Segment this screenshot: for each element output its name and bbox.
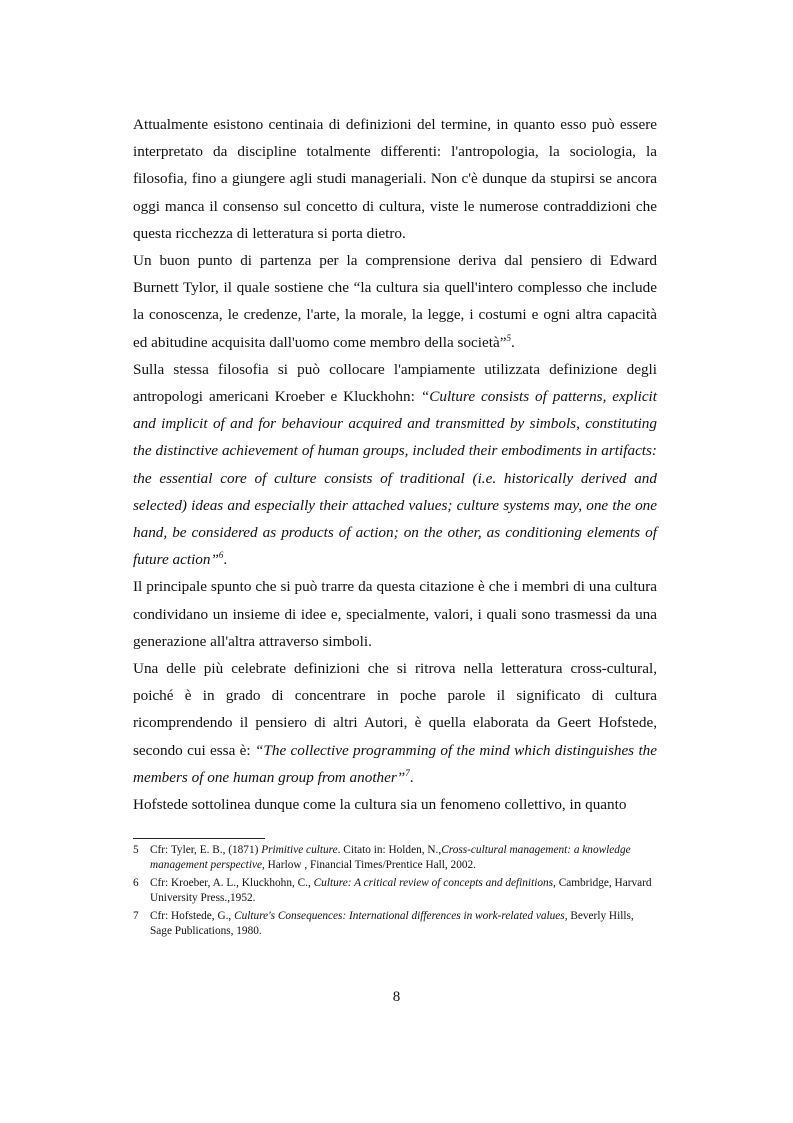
footnote-title: Culture's Consequences: International differences in work-related values xyxy=(234,909,565,922)
paragraph-5 xyxy=(133,655,657,791)
main-text xyxy=(133,111,657,818)
paragraph-1: Attualmente esistono centinaia di definizioni del termine, in quanto esso può essere interpretato da discipline totalmente differenti: l'antropologia, la sociologia, la filosofia, fino a giungere agli studi manageriali. Non c'è dunque da stupirsi se ancora oggi manca il consenso sul concetto di cultura, viste le numerose contraddizioni che questa ricchezza di letteratura si porta dietro. xyxy=(133,116,657,242)
paragraph-4: Il principale spunto che si può trarre da questa citazione è che i membri di una cultura condividano un insieme di idee e, specialmente, valori, i quali sono trasmessi da una generazione all'altra attraverso simboli. xyxy=(133,578,657,650)
footnote-title: Culture: A critical review of concepts and definitions xyxy=(313,876,554,889)
footnote-number: 7 xyxy=(133,909,139,922)
footnote-6 xyxy=(133,876,657,907)
paragraph-3 xyxy=(133,356,657,574)
footnote-citation: Cfr: Kroeber, A. L., Kluckhohn, C., xyxy=(150,876,314,889)
footnote-publisher: Beverly Hills, Sage Publications, 1980. xyxy=(150,909,634,938)
footnote-ref-6[interactable]: 6 xyxy=(218,550,224,561)
footnote-text xyxy=(150,843,657,874)
hofstede-quote: “The collective programming of the mind which distinguishes the members of one human group from another” xyxy=(133,741,657,786)
footnotes xyxy=(133,843,657,941)
footnote-number: 5 xyxy=(133,844,139,856)
footnote-title-2: Cross-cultural management: a knowledge management perspective, xyxy=(150,844,631,872)
footnote-citation-mid: . Citato in: Holden, N., xyxy=(337,844,442,856)
paragraph-3-lead: Sulla stessa filosofia si può collocare l'ampiamente utilizzata definizione degli antropologi americani Kroeber e Kluckhohn: xyxy=(133,360,657,406)
footnote-citation-mid: , xyxy=(553,876,556,889)
footnote-citation-mid: , xyxy=(564,909,568,922)
paragraph-2-text: Un buon punto di partenza per la comprensione deriva dal pensiero di Edward Burnett Tylor, il quale sostiene che “la cultura sia quell'intero complesso che include la conoscenza, le credenze, l'arte, la morale, la legge, i costumi e ogni altra capacità ed abitudine acquisita dall'uomo come membro della società” xyxy=(133,252,657,351)
page-number: 8 xyxy=(392,989,401,1005)
page-body xyxy=(133,111,657,818)
paragraph-5-lead: Una delle più celebrate definizioni che si ritrova nella letteratura cross-cultural, poiché è in grado di concentrare in poche parole il significato di cultura ricomprendendo il pensiero di altri Autori, è quella elaborata da Geert Hofstede, secondo cui essa è: xyxy=(133,660,657,759)
footnote-ref-5[interactable]: 5 xyxy=(506,332,511,343)
footnote-publisher: Cambridge, Harvard University Press.,1952. xyxy=(150,876,652,905)
paragraph-2 xyxy=(133,247,657,356)
footnote-7 xyxy=(133,909,657,940)
kroeber-kluckhohn-quote: “Culture consists of patterns, explicit and implicit of and for behaviour acquired and transmitted by simbols, constituting the distinctive achievement of human groups, included their embodiments in artifacts: the essential core of culture consists of traditional (i.e. historically derived and selected) ideas and especially their attached values; culture systems may, one the one hand, be considered as products of action; on the other, as conditioning elements of future action” xyxy=(133,388,658,569)
footnote-citation: Cfr: Tyler, E. B., (1871) xyxy=(150,844,262,856)
footnote-title: Primitive culture xyxy=(261,844,338,856)
footnote-divider xyxy=(133,838,265,839)
footnote-text xyxy=(150,876,657,907)
footnote-text xyxy=(150,909,657,940)
footnote-ref-7[interactable]: 7 xyxy=(405,767,410,778)
paragraph-5-end: . xyxy=(409,768,414,786)
paragraph-6: Hofstede sottolinea dunque come la cultura sia un fenomeno collettivo, in quanto xyxy=(133,796,627,814)
paragraph-3-end: . xyxy=(223,551,228,569)
paragraph-2-end: . xyxy=(510,333,515,351)
footnote-5 xyxy=(133,843,657,874)
footnote-publisher: Harlow , Financial Times/Prentice Hall, 2002. xyxy=(264,859,476,872)
footnote-citation: Cfr: Hofstede, G., xyxy=(150,909,235,922)
footnote-number: 6 xyxy=(133,876,139,889)
